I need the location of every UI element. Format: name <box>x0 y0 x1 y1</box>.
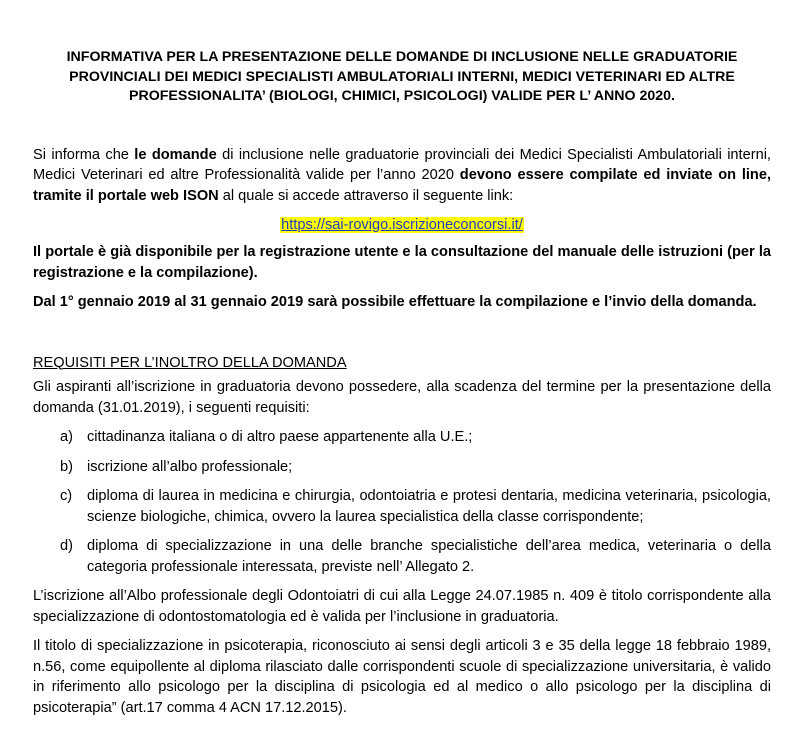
psicoterapia-paragraph: Il titolo di specializzazione in psicoterapia, riconosciuto ai sensi degli articoli 3 e 35 della legge 18 febbraio 1989, n.56, come equipollente al diploma rilasciato dalle corrispondenti scuole di specializzazione universitaria, è valido in riferimento allo psicologo per la disciplina di psicologia ed al medico o allo psicologo per la disciplina di psicoterapia” (art.17 comma 4 ACN 17.12.2015). <box>33 638 771 716</box>
intro-paragraph <box>33 145 771 207</box>
albo-paragraph: L’iscrizione all’Albo professionale degli Odontoiatri di cui alla Legge 24.07.1985 n. 409 è titolo corrispondente alla specializzazione di odontostomatologia ed è valida per l’inclusione in graduatoria. <box>33 588 771 625</box>
list-item-marker: d) <box>60 538 73 554</box>
dates-paragraph: Dal 1° gennaio 2019 al 31 gennaio 2019 sarà possibile effettuare la compilazione e l’invio della domanda. <box>33 294 757 310</box>
list-item-text: diploma di laurea in medicina e chirurgia, odontoiatria e protesi dentaria, medicina veterinaria, psicologia, scienze biologiche, chimica, ovvero la laurea specialistica della classe corrispondente; <box>87 488 771 525</box>
requirements-intro: Gli aspiranti all’iscrizione in graduatoria devono possedere, alla scadenza del termine per la presentazione della domanda (31.01.2019), i seguenti requisiti: <box>33 379 771 416</box>
portal-paragraph: Il portale è già disponibile per la registrazione utente e la consultazione del manuale delle istruzioni (per la registrazione e la compilazione). <box>33 244 771 281</box>
list-item-text: cittadinanza italiana o di altro paese appartenente alla U.E.; <box>87 429 473 445</box>
list-item <box>33 457 771 478</box>
portal-link[interactable]: https://sai-rovigo.iscrizioneconcorsi.it/ <box>281 217 523 233</box>
intro-text-1: Si informa che <box>33 146 135 163</box>
intro-text-3: al quale si accede attraverso il seguente link: <box>218 187 514 204</box>
list-item-marker: b) <box>60 458 73 475</box>
intro-text-2: di inclusione nelle graduatorie provinciali dei Medici Specialisti Ambulatoriali interni, Medici Veterinari ed altre Professionalità valide per l’anno 2020 <box>33 146 771 183</box>
title-line-3: PROFESSIONALITA’ (BIOLOGI, CHIMICI, PSICOLOGI) VALIDE PER L’ ANNO 2020. <box>128 88 676 104</box>
list-item-text: diploma di specializzazione in una delle branche specialistiche dell’area medica, veterinaria o della categoria professionale interessata, previste nell’ Allegato 2. <box>87 538 771 575</box>
document-page <box>33 48 771 718</box>
list-item <box>33 486 771 527</box>
link-line <box>33 215 771 236</box>
list-item-marker: c) <box>60 488 73 504</box>
list-item <box>33 427 771 448</box>
requirements-list <box>33 427 771 577</box>
title-line-1: INFORMATIVA PER LA PRESENTAZIONE DELLE DOMANDE DI INCLUSIONE NELLE GRADUATORIE <box>66 49 738 65</box>
intro-bold-domande: le domande <box>134 146 217 163</box>
document-title <box>33 48 771 107</box>
list-item-marker: a) <box>60 429 73 445</box>
requirements-heading: REQUISITI PER L’INOLTRO DELLA DOMANDA <box>33 354 347 371</box>
list-item-text: iscrizione all’albo professionale; <box>87 458 293 475</box>
title-line-2: PROVINCIALI DEI MEDICI SPECIALISTI AMBULATORIALI INTERNI, MEDICI VETERINARI ED ALTRE <box>69 68 735 85</box>
intro-bold-online: devono essere compilate ed inviate on line, tramite il portale web ISON <box>33 167 772 204</box>
list-item <box>33 536 771 577</box>
